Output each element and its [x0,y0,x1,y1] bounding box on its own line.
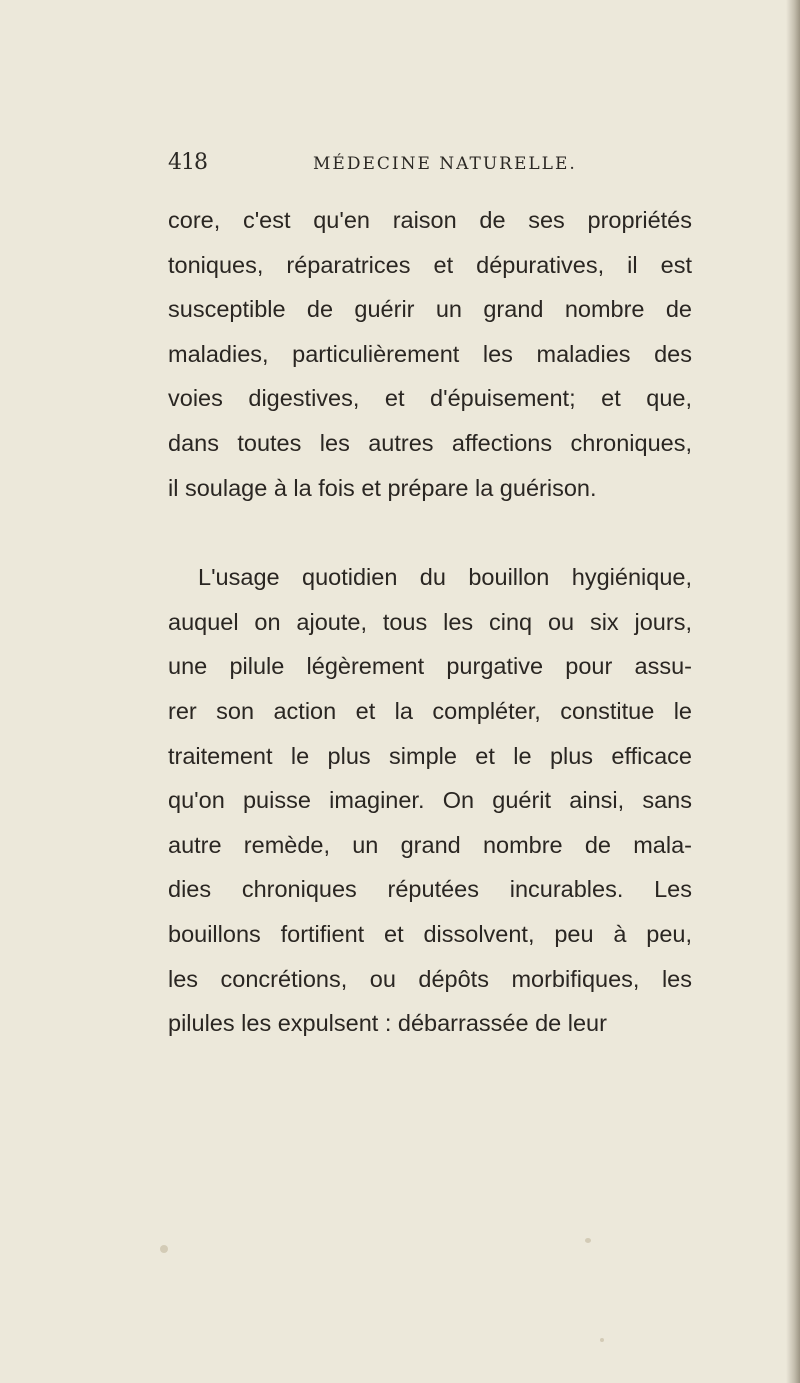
text-line: core, c'est qu'en raison de ses propriétés [168,207,692,233]
text-line: dies chroniques réputées incurables. Les [168,876,692,903]
page-header [168,150,728,190]
text-line: auquel on ajoute, tous les cinq ou six jours, [168,608,692,635]
body-text [168,198,692,1046]
text-line: susceptible de guérir un grand nombre de [168,296,692,323]
paper-speck [160,1245,168,1253]
running-head: MÉDECINE NATURELLE. [313,154,577,174]
text-line: qu'on puisse imaginer. On guérit ainsi, sans [168,787,692,814]
text-line: une pilule légèrement purgative pour assu- [168,653,692,680]
text-line: maladies, particulièrement les maladies des [168,340,692,367]
text-line: voies digestives, et d'épuisement; et que, [168,385,692,412]
paper-speck [585,1238,591,1243]
paper-speck [600,1338,604,1342]
paragraph-2 [168,555,692,1046]
page-edge-shadow [786,0,800,1383]
text-line: traitement le plus simple et le plus efficace [168,742,692,769]
paragraph-1 [168,198,692,510]
text-line: autre remède, un grand nombre de mala- [168,831,692,858]
text-line: rer son action et la compléter, constitue le [168,697,692,724]
text-line: dans toutes les autres affections chroniques, [168,429,692,456]
page-number: 418 [168,150,207,175]
text-line: bouillons fortifient et dissolvent, peu à peu, [168,920,692,947]
text-line: L'usage quotidien du bouillon hygiénique, [198,564,692,591]
text-line: toniques, réparatrices et dépuratives, il est [168,251,692,278]
text-line: pilules les expulsent : débarrassée de leur [168,1010,607,1037]
text-line: il soulage à la fois et prépare la guérison. [168,474,597,501]
text-line: les concrétions, ou dépôts morbifiques, les [168,965,692,992]
